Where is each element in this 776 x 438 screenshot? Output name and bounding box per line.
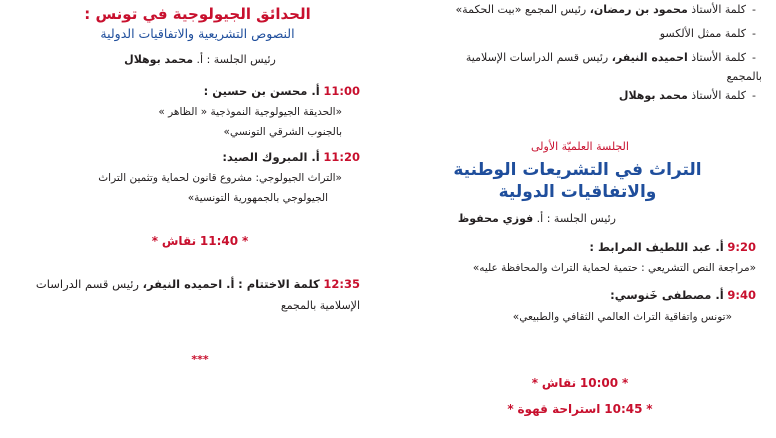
discussion-label: نقاش: [541, 376, 577, 390]
left-subtitle: النصوص التشريعية والاتفاقيات الدولية: [100, 26, 295, 41]
left-title: الحدائق الجيولوجية في تونس :: [84, 5, 311, 23]
star-icon: *: [151, 234, 159, 248]
talk-title: «مراجعة النص التشريعي : حتمية لحماية التراث والمحافظة عليه»: [472, 262, 756, 274]
star-icon: *: [507, 402, 514, 416]
talk-time: 11:20: [323, 150, 360, 164]
talk-title-cont: بالجنوب الشرقي التونسي»: [223, 126, 342, 138]
opening-item-pre: كلمة الأستاذ: [691, 3, 747, 16]
talk-title: «التراث الجيولوجي: مشروع قانون لحماية وتثمين التراث: [98, 172, 342, 184]
star-icon: *: [241, 234, 249, 248]
opening-item-name: محمود بن رمضان،: [589, 3, 688, 16]
talk-title-cont: الجيولوجي بالجمهورية التونسية»: [187, 192, 328, 204]
end-mark: ***: [191, 353, 209, 366]
closing-time: 12:35: [323, 277, 360, 291]
opening-item-4: [619, 89, 756, 102]
talk-time: 11:00: [323, 84, 360, 98]
chair-name: فوزي محفوظ: [457, 212, 534, 225]
talk-row: [222, 150, 360, 164]
talk-title: «الحديقة الجيولوجية النموذجية « الظاهر »: [158, 106, 342, 118]
session-label: الجلسة العلميّة الأولى: [531, 140, 629, 153]
closing-cont: الإسلامية بالمجمع: [280, 299, 360, 312]
opening-item-2: [660, 27, 756, 40]
opening-item-post: رئيس قسم الدراسات الإسلامية: [465, 51, 609, 64]
session-title-line1: التراث في التشريعات الوطنية: [453, 160, 702, 180]
discussion-label: نقاش: [161, 234, 197, 248]
opening-item-post: رئيس المجمع «بيت الحكمة»: [455, 3, 587, 16]
talk-row: [589, 240, 756, 254]
break-row: [495, 402, 665, 416]
closing-speaker: أ. احميده النيفر،: [142, 277, 235, 291]
talk-time: 9:20: [727, 240, 756, 254]
opening-item-3: [466, 51, 756, 64]
opening-item-name: احميده النيفر،: [611, 51, 688, 64]
talk-row: [610, 288, 756, 302]
discussion-row: [130, 234, 270, 248]
opening-item-pre: كلمة الأستاذ: [691, 51, 747, 64]
left-chair: [95, 53, 305, 66]
opening-item-3-cont: بالمجمع: [726, 70, 762, 83]
session-title-line2: والاتفاقيات الدولية: [498, 182, 657, 202]
closing-row: [36, 277, 360, 291]
opening-item-1: [455, 3, 756, 16]
discussion-time: 11:40: [199, 234, 239, 248]
session-chair: [458, 212, 616, 225]
star-icon: *: [531, 376, 539, 390]
break-label: استراحة قهوة: [517, 402, 601, 416]
talk-speaker: أ. محسن بن حسين :: [203, 84, 320, 98]
talk-row: [204, 84, 360, 98]
opening-item-pre: كلمة الأستاذ: [691, 89, 747, 102]
star-icon: *: [621, 376, 629, 390]
chair-label: رئيس الجلسة : أ.: [536, 212, 616, 225]
star-icon: *: [646, 402, 653, 416]
chair-name: محمد بوهلال: [124, 53, 194, 66]
opening-item-pre: كلمة ممثل الألكسو: [659, 27, 747, 40]
break-time: 10:45: [604, 402, 643, 416]
opening-item-name: محمد بوهلال: [618, 89, 688, 102]
discussion-time: 10:00: [579, 376, 619, 390]
discussion-row: [505, 376, 655, 390]
talk-title: «تونس واتفاقية التراث العالمي الثقافي والطبيعي»: [512, 311, 732, 323]
chair-label: رئيس الجلسة : أ.: [196, 53, 276, 66]
closing-label: كلمة الاختتام :: [238, 277, 320, 291]
talk-speaker: أ. المبروك الصيد:: [222, 150, 320, 164]
talk-time: 9:40: [727, 288, 756, 302]
talk-speaker: أ. مصطفى خَنوسي:: [610, 288, 724, 302]
talk-speaker: أ. عبد اللطيف المرابط :: [589, 240, 724, 254]
closing-rest: رئيس قسم الدراسات: [35, 277, 139, 291]
